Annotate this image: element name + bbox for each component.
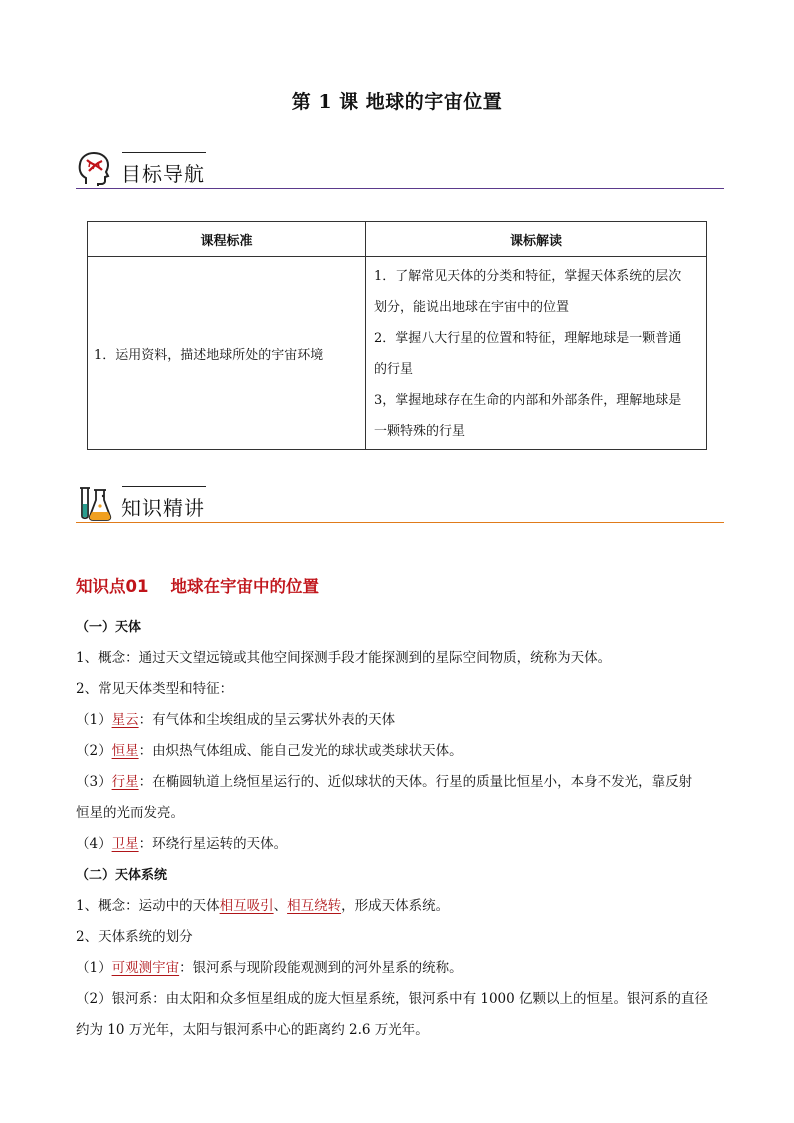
section-header-goals <box>76 150 724 192</box>
table-cell-interpretation <box>366 257 707 450</box>
list-item: （2）恒星：由炽热气体组成、能自己发光的球状或类球状天体。 <box>76 743 463 759</box>
key-term: 行星 <box>111 774 139 790</box>
section-label-goals: 目标导航 <box>121 162 205 186</box>
key-term: 相互绕转 <box>287 898 342 914</box>
subheading-celestial-system: （二）天体系统 <box>76 868 168 883</box>
knowledge-body <box>76 570 724 1046</box>
page-title: 第 1 课 地球的宇宙位置 <box>291 91 503 113</box>
curriculum-table <box>87 221 707 450</box>
paragraph: 1、概念：运动中的天体相互吸引、相互绕转，形成天体系统。 <box>76 898 450 914</box>
interp-line: 的行星 <box>374 362 414 377</box>
interp-line: 3，掌握地球存在生命的内部和外部条件，理解地球是 <box>374 393 682 408</box>
head-dna-icon <box>76 150 112 188</box>
list-item-continuation: 约为 10 万光年，太阳与银河系中心的距离约 2.6 万光年。 <box>76 1022 429 1038</box>
table-row <box>88 257 707 450</box>
list-item-continuation: 恒星的光而发亮。 <box>76 805 184 821</box>
interp-line: 划分，能说出地球在宇宙中的位置 <box>374 300 570 315</box>
table-header-standard: 课程标准 <box>88 222 366 257</box>
kp-heading: 地球在宇宙中的位置 <box>170 577 319 596</box>
knowledge-point-title <box>76 570 724 604</box>
list-item: （3）行星：在椭圆轨道上绕恒星运行的、近似球状的天体。行星的质量比恒星小，本身不发光，靠反射 <box>76 774 693 790</box>
table-header-interpretation: 课标解读 <box>366 222 707 257</box>
section-label-knowledge: 知识精讲 <box>121 496 205 520</box>
key-term: 相互吸引 <box>219 898 274 914</box>
interp-line: 一颗特殊的行星 <box>374 424 466 439</box>
subheading-celestial-body: （一）天体 <box>76 620 142 635</box>
flask-icon <box>76 484 112 522</box>
list-item: （1）可观测宇宙：银河系与现阶段能观测到的河外星系的统称。 <box>76 960 463 976</box>
list-item: （2）银河系：由太阳和众多恒星组成的庞大恒星系统，银河系中有 1000 亿颗以上的恒星。银河系的直径 <box>76 991 709 1007</box>
list-item: （1）星云：有气体和尘埃组成的呈云雾状外表的天体 <box>76 712 396 728</box>
key-term: 恒星 <box>111 743 139 759</box>
list-item: （4）卫星：环绕行星运转的天体。 <box>76 836 288 852</box>
key-term: 可观测宇宙 <box>111 960 180 976</box>
paragraph: 1、概念：通过天文望远镜或其他空间探测手段才能探测到的星际空间物质，统称为天体。 <box>76 650 612 666</box>
table-cell-standard: 1．运用资料，描述地球所处的宇宙环境 <box>88 257 366 450</box>
table-header-row <box>88 222 707 257</box>
key-term: 星云 <box>111 712 139 728</box>
key-term: 卫星 <box>111 836 139 852</box>
kp-number: 知识点01 <box>76 577 149 596</box>
paragraph: 2、天体系统的划分 <box>76 929 193 945</box>
interp-line: 1．了解常见天体的分类和特征，掌握天体系统的层次 <box>374 269 682 284</box>
paragraph: 2、常见天体类型和特征： <box>76 681 234 697</box>
section-header-knowledge <box>76 484 724 526</box>
interp-line: 2．掌握八大行星的位置和特征，理解地球是一颗普通 <box>374 331 682 346</box>
